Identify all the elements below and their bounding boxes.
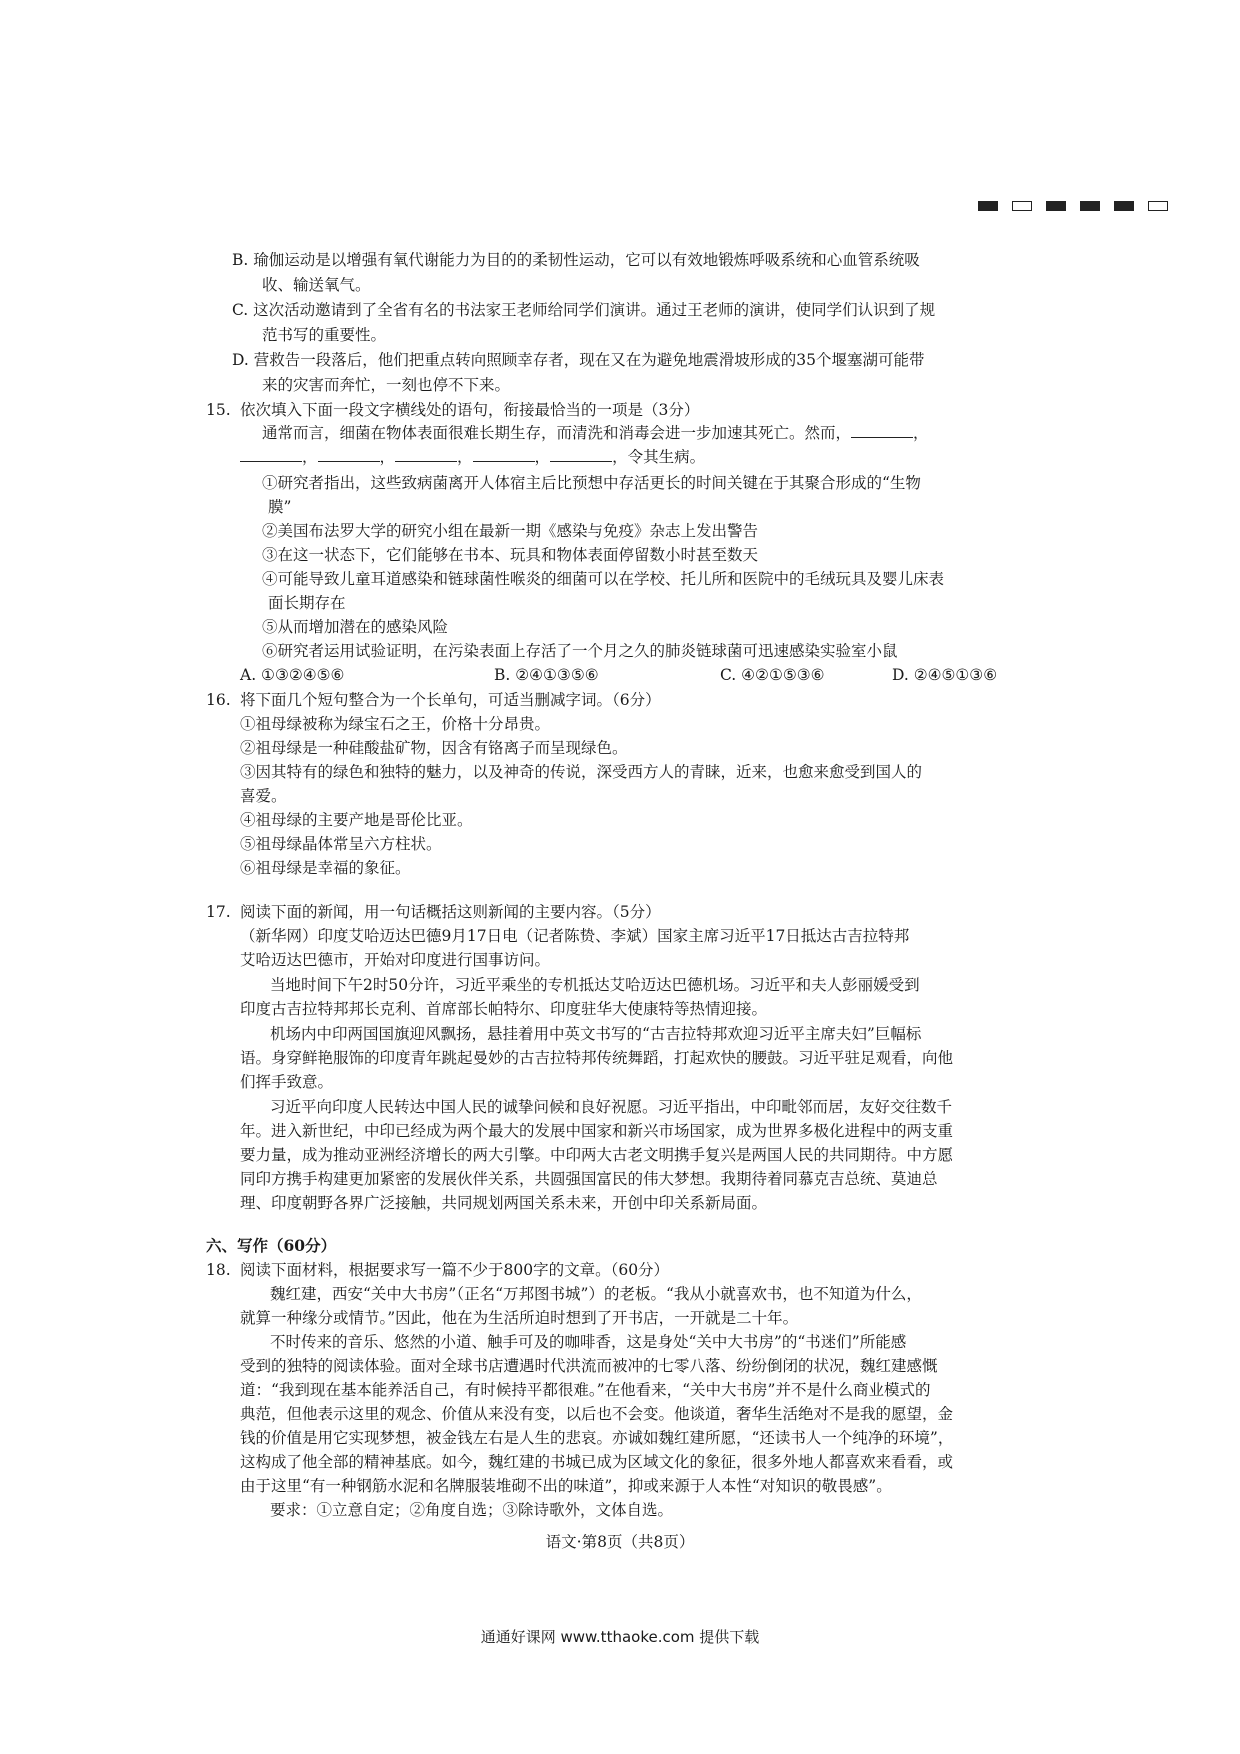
q16-sentence-3: ③因其特有的绿色和独特的魅力，以及神奇的传说，深受西方人的青睐，近来，也愈来愈受到国人的: [240, 763, 923, 781]
answer-blank: [395, 447, 457, 462]
q17-news-line: 同印方携手构建更加紧密的发展伙伴关系，共圆强国富民的伟大梦想。我期待着同慕克吉总统、莫迪总: [240, 1170, 938, 1188]
q16-sentence-5: ⑤祖母绿晶体常呈六方柱状。: [240, 835, 442, 853]
q16-sentence-1: ①祖母绿被称为绿宝石之王，价格十分昂贵。: [240, 715, 551, 733]
q15-choice-a: A. ①③②④⑤⑥: [240, 666, 345, 684]
q14-option-c-cont: 范书写的重要性。: [262, 326, 387, 344]
q15-passage-line2: ， ， ， ， ，令其生病。: [240, 447, 705, 467]
q14-option-d-cont: 来的灾害而奔忙，一刻也停不下来。: [262, 376, 511, 394]
q16-sentence-2: ②祖母绿是一种硅酸盐矿物，因含有铬离子而呈现绿色。: [240, 739, 628, 757]
q17-number: 17.: [206, 903, 231, 921]
q17-news-line: 们挥手致意。: [240, 1073, 334, 1091]
q17-news-line: 习近平向印度人民转达中国人民的诚挚问候和良好祝愿。习近平指出，中印毗邻而居，友好交往数千: [270, 1098, 953, 1116]
q15-passage-line1: 通常而言，细菌在物体表面很难长期生存，而清洗和消毒会进一步加速其死亡。然而， ，: [262, 424, 929, 442]
q15-sentence-4: ④可能导致儿童耳道感染和链球菌性喉炎的细菌可以在学校、托儿所和医院中的毛绒玩具及婴儿床表: [262, 570, 945, 588]
q17-news-line: 当地时间下午2时50分许，习近平乘坐的专机抵达艾哈迈达巴德机场。习近平和夫人彭丽媛受到: [270, 976, 920, 994]
q15-sentence-1-cont: 膜”: [268, 498, 292, 516]
q14-option-b: B. 瑜伽运动是以增强有氧代谢能力为目的的柔韧性运动，它可以有效地锻炼呼吸系统和心血管系统吸: [232, 251, 920, 269]
q15-choice-b: B. ②④①③⑤⑥: [494, 666, 599, 684]
q18-material-line: 就算一种缘分或情节。”因此，他在为生活所迫时想到了开书店，一开就是二十年。: [240, 1309, 799, 1327]
q18-material-line: 典范，但他表示这里的观念、价值从来没有变，以后也不会变。他谈道，奢华生活绝对不是我的愿望，金: [240, 1405, 954, 1423]
q18-material-line: 不时传来的音乐、悠然的小道、触手可及的咖啡香，这是身处“关中大书房”的“书迷们”所能感: [270, 1333, 907, 1351]
answer-blank: [851, 423, 913, 438]
q18-material-line: 由于这里“有一种钢筋水泥和名牌服装堆砌不出的味道”，抑或来源于人本性“对知识的敬畏感”。: [240, 1477, 892, 1495]
q15-passage-text: 通常而言，细菌在物体表面很难长期生存，而清洗和消毒会进一步加速其死亡。然而，: [262, 424, 852, 442]
q15-sentence-4-cont: 面长期存在: [268, 594, 346, 612]
q17-news-line: 机场内中印两国国旗迎风飘扬，悬挂着用中英文书写的“古吉拉特邦欢迎习近平主席夫妇”巨幅标: [270, 1025, 922, 1043]
q18-material-line: 这构成了他全部的精神基底。如今，魏红建的书城已成为区域文化的象征，很多外地人都喜欢来看看，或: [240, 1453, 954, 1471]
q14-option-c: C. 这次活动邀请到了全省有名的书法家王老师给同学们演讲。通过王老师的演讲，使同学们认识到了规: [232, 301, 936, 319]
filled-square-mark: [1046, 201, 1066, 211]
answer-blank: [318, 447, 380, 462]
answer-blank: [240, 447, 302, 462]
filled-square-mark: [1080, 201, 1100, 211]
page-number-footer: 语文·第8页（共8页）: [545, 1533, 695, 1551]
q16-sentence-4: ④祖母绿的主要产地是哥伦比亚。: [240, 811, 473, 829]
page-marker-strip: [978, 201, 1168, 211]
section-heading: 六、写作（60分）: [206, 1236, 337, 1255]
q18-material-line: 道：“我到现在基本能养活自己，有时候持平都很难。”在他看来，“关中大书房”并不是什么商业模式的: [240, 1381, 931, 1399]
q15-choice-d: D. ②④⑤①③⑥: [892, 666, 998, 684]
q17-news-line: （新华网）印度艾哈迈达巴德9月17日电（记者陈贽、李斌）国家主席习近平17日抵达古吉拉特邦: [240, 927, 910, 945]
q17-news-line: 艾哈迈达巴德市，开始对印度进行国事访问。: [240, 951, 551, 969]
q17-news-line: 印度古吉拉特邦邦长克利、首席部长帕特尔、印度驻华大使康特等热情迎接。: [240, 1000, 768, 1018]
q15-sentence-6: ⑥研究者运用试验证明，在污染表面上存活了一个月之久的肺炎链球菌可迅速感染实验室小鼠: [262, 642, 898, 660]
q17-news-line: 语。身穿鲜艳服饰的印度青年跳起曼妙的古吉拉特邦传统舞蹈，打起欢快的腰鼓。习近平驻足观看，向他: [240, 1049, 954, 1067]
q14-option-b-cont: 收、输送氧气。: [262, 276, 371, 294]
q18-requirements: 要求：①立意自定；②角度自选；③除诗歌外，文体自选。: [270, 1501, 674, 1519]
q15-stem: 依次填入下面一段文字横线处的语句，衔接最恰当的一项是（3分）: [240, 401, 700, 419]
q15-number: 15.: [206, 401, 231, 419]
q15-sentence-1: ①研究者指出，这些致病菌离开人体宿主后比预想中存活更长的时间关键在于其聚合形成的“生物: [262, 474, 921, 492]
q17-news-line: 年。进入新世纪，中印已经成为两个最大的发展中国家和新兴市场国家，成为世界多极化进程中的两支重: [240, 1122, 954, 1140]
q18-stem: 阅读下面材料，根据要求写一篇不少于800字的文章。（60分）: [240, 1261, 670, 1279]
q16-stem: 将下面几个短句整合为一个长单句，可适当删减字词。（6分）: [240, 691, 661, 709]
q14-option-d: D. 营救告一段落后，他们把重点转向照顾幸存者，现在又在为避免地震滑坡形成的35个堰塞湖可能带: [232, 351, 925, 369]
q16-sentence-6: ⑥祖母绿是幸福的象征。: [240, 859, 411, 877]
q16-sentence-3-cont: 喜爱。: [240, 787, 287, 805]
filled-square-mark: [978, 201, 998, 211]
q17-news-line: 要力量，成为推动亚洲经济增长的两大引擎。中印两大古老文明携手复兴是两国人民的共同期待。中方愿: [240, 1146, 954, 1164]
download-watermark: 通通好课网 www.tthaoke.com 提供下载: [480, 1628, 760, 1646]
open-square-mark: [1012, 201, 1032, 211]
q18-number: 18.: [206, 1261, 231, 1279]
q18-material-line: 魏红建，西安“关中大书房”（正名“万邦图书城”）的老板。“我从小就喜欢书，也不知道为什么，: [270, 1285, 922, 1303]
q17-stem: 阅读下面的新闻，用一句话概括这则新闻的主要内容。（5分）: [240, 903, 661, 921]
q15-choice-c: C. ④②①⑤③⑥: [720, 666, 825, 684]
q17-news-line: 理、印度朝野各界广泛接触，共同规划两国关系未来，开创中印关系新局面。: [240, 1194, 768, 1212]
q18-material-line: 钱的价值是用它实现梦想，被金钱左右是人生的悲哀。亦诚如魏红建所愿，“还读书人一个纯净的环境”，: [240, 1429, 954, 1447]
answer-blank: [473, 447, 535, 462]
q15-sentence-2: ②美国布法罗大学的研究小组在最新一期《感染与免疫》杂志上发出警告: [262, 522, 759, 540]
answer-blank: [550, 447, 612, 462]
q16-number: 16.: [206, 691, 231, 709]
filled-square-mark: [1114, 201, 1134, 211]
q15-sentence-3: ③在这一状态下，它们能够在书本、玩具和物体表面停留数小时甚至数天: [262, 546, 759, 564]
q15-sentence-5: ⑤从而增加潜在的感染风险: [262, 618, 449, 636]
open-square-mark: [1148, 201, 1168, 211]
q18-material-line: 受到的独特的阅读体验。面对全球书店遭遇时代洪流而被冲的七零八落、纷纷倒闭的状况，魏红建感慨: [240, 1357, 938, 1375]
